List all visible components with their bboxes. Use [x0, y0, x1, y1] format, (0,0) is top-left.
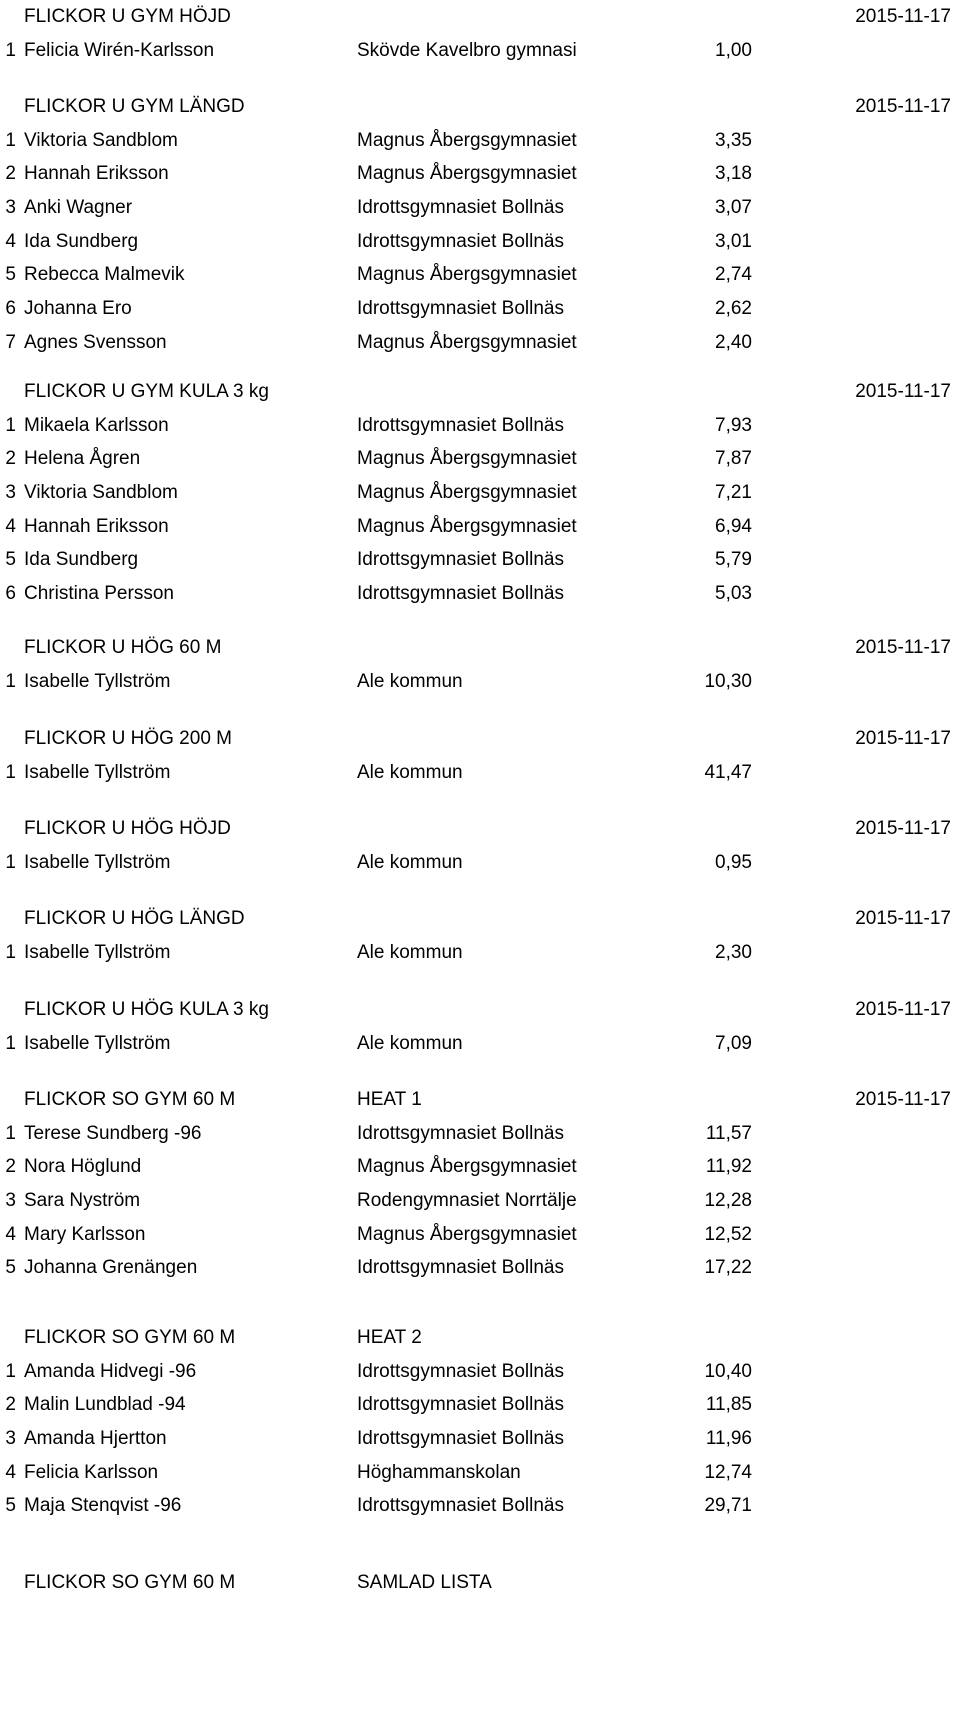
result-row — [0, 124, 960, 158]
result-section — [0, 1566, 960, 1600]
result-value: 17,22 — [704, 1257, 752, 1279]
event-title: FLICKOR U HÖG HÖJD — [24, 818, 231, 839]
result-row — [0, 157, 960, 191]
result-value: 10,40 — [704, 1360, 752, 1382]
result-row — [0, 1456, 960, 1490]
event-header — [0, 1083, 960, 1117]
athlete-name: Amanda Hjertton — [24, 1428, 167, 1450]
club-name: Idrottsgymnasiet Bollnäs — [357, 230, 564, 252]
club-name: Ale kommun — [357, 851, 463, 873]
placing: 6 — [5, 583, 16, 605]
result-row — [0, 1388, 960, 1422]
result-section — [0, 0, 960, 67]
club-name: Ale kommun — [357, 1032, 463, 1054]
club-name: Magnus Åbergsgymnasiet — [357, 448, 577, 470]
athlete-name: Isabelle Tyllström — [24, 1032, 171, 1054]
placing: 4 — [5, 1223, 16, 1245]
result-value: 3,01 — [715, 230, 752, 252]
placing: 2 — [5, 163, 16, 185]
placing: 1 — [5, 129, 16, 151]
event-date: 2015-11-17 — [855, 637, 951, 658]
placing: 1 — [5, 1122, 16, 1144]
event-title: FLICKOR U HÖG LÄNGD — [24, 908, 245, 929]
result-row — [0, 191, 960, 225]
result-section — [0, 812, 960, 879]
event-title: FLICKOR U GYM KULA 3 kg — [24, 381, 269, 402]
event-date: 2015-11-17 — [855, 6, 951, 27]
result-value: 2,74 — [715, 264, 752, 286]
result-row — [0, 34, 960, 68]
event-title: FLICKOR U GYM LÄNGD — [24, 96, 245, 117]
athlete-name: Felicia Wirén-Karlsson — [24, 39, 215, 61]
result-row — [0, 756, 960, 790]
event-title: FLICKOR U HÖG 60 M — [24, 637, 222, 658]
placing: 3 — [5, 1190, 16, 1212]
event-header — [0, 722, 960, 756]
result-value: 5,79 — [715, 549, 752, 571]
athlete-name: Mary Karlsson — [24, 1223, 146, 1245]
club-name: Rodengymnasiet Norrtälje — [357, 1190, 577, 1212]
placing: 2 — [5, 448, 16, 470]
heat-label: SAMLAD LISTA — [357, 1572, 492, 1593]
event-date: 2015-11-17 — [855, 381, 951, 402]
result-row — [0, 292, 960, 326]
placing: 5 — [5, 1257, 16, 1279]
result-value: 7,87 — [715, 448, 752, 470]
athlete-name: Isabelle Tyllström — [24, 670, 171, 692]
club-name: Magnus Åbergsgymnasiet — [357, 515, 577, 537]
placing: 4 — [5, 230, 16, 252]
athlete-name: Johanna Ero — [24, 298, 132, 320]
result-row — [0, 1117, 960, 1151]
event-header — [0, 631, 960, 665]
result-value: 11,85 — [705, 1394, 752, 1416]
result-section — [0, 902, 960, 969]
result-section — [0, 375, 960, 611]
result-value: 1,00 — [715, 39, 752, 61]
athlete-name: Mikaela Karlsson — [24, 414, 169, 436]
event-date: 2015-11-17 — [855, 728, 951, 749]
club-name: Höghammanskolan — [357, 1461, 521, 1483]
placing: 1 — [5, 761, 16, 783]
event-title: FLICKOR U HÖG KULA 3 kg — [24, 999, 269, 1020]
placing: 1 — [5, 1032, 16, 1054]
result-row — [0, 1184, 960, 1218]
event-title: FLICKOR U GYM HÖJD — [24, 6, 231, 27]
result-row — [0, 510, 960, 544]
athlete-name: Isabelle Tyllström — [24, 941, 171, 963]
athlete-name: Ida Sundberg — [24, 549, 139, 571]
result-section — [0, 993, 960, 1060]
result-row — [0, 543, 960, 577]
athlete-name: Helena Ågren — [24, 448, 141, 470]
placing: 3 — [5, 197, 16, 219]
event-header — [0, 993, 960, 1027]
placing: 5 — [5, 264, 16, 286]
heat-label: HEAT 1 — [357, 1089, 422, 1110]
athlete-name: Hannah Eriksson — [24, 163, 169, 185]
club-name: Idrottsgymnasiet Bollnäs — [357, 1428, 564, 1450]
result-value: 12,52 — [704, 1223, 752, 1245]
result-row — [0, 1251, 960, 1285]
result-value: 3,07 — [715, 197, 752, 219]
result-row — [0, 665, 960, 699]
athlete-name: Terese Sundberg -96 — [24, 1122, 202, 1144]
club-name: Ale kommun — [357, 941, 463, 963]
result-value: 10,30 — [704, 670, 752, 692]
result-section — [0, 722, 960, 789]
placing: 3 — [5, 1428, 16, 1450]
result-row — [0, 409, 960, 443]
result-row — [0, 577, 960, 611]
athlete-name: Johanna Grenängen — [24, 1257, 198, 1279]
club-name: Idrottsgymnasiet Bollnäs — [357, 197, 564, 219]
athlete-name: Viktoria Sandblom — [24, 129, 178, 151]
athlete-name: Viktoria Sandblom — [24, 482, 178, 504]
result-value: 11,96 — [705, 1428, 752, 1450]
placing: 6 — [5, 298, 16, 320]
athlete-name: Rebecca Malmevik — [24, 264, 185, 286]
event-title: FLICKOR SO GYM 60 M — [24, 1327, 236, 1348]
heat-label: HEAT 2 — [357, 1327, 422, 1348]
athlete-name: Christina Persson — [24, 583, 174, 605]
placing: 1 — [5, 941, 16, 963]
club-name: Ale kommun — [357, 761, 463, 783]
result-row — [0, 476, 960, 510]
athlete-name: Nora Höglund — [24, 1156, 142, 1178]
event-date: 2015-11-17 — [855, 96, 951, 117]
athlete-name: Malin Lundblad -94 — [24, 1394, 186, 1416]
result-value: 29,71 — [704, 1495, 752, 1517]
result-row — [0, 1489, 960, 1523]
event-date: 2015-11-17 — [855, 818, 951, 839]
club-name: Idrottsgymnasiet Bollnäs — [357, 1360, 564, 1382]
event-header — [0, 1321, 960, 1355]
event-header — [0, 902, 960, 936]
result-row — [0, 1422, 960, 1456]
club-name: Magnus Åbergsgymnasiet — [357, 129, 577, 151]
event-title: FLICKOR SO GYM 60 M — [24, 1572, 236, 1593]
result-value: 11,57 — [705, 1122, 752, 1144]
event-header — [0, 90, 960, 124]
result-value: 12,74 — [704, 1461, 752, 1483]
athlete-name: Maja Stenqvist -96 — [24, 1495, 182, 1517]
result-value: 3,35 — [715, 129, 752, 151]
athlete-name: Anki Wagner — [24, 197, 133, 219]
athlete-name: Amanda Hidvegi -96 — [24, 1360, 197, 1382]
placing: 1 — [5, 39, 16, 61]
result-value: 2,40 — [715, 331, 752, 353]
result-section — [0, 1321, 960, 1523]
result-section — [0, 1083, 960, 1285]
result-row — [0, 1355, 960, 1389]
result-value: 6,94 — [715, 515, 752, 537]
club-name: Idrottsgymnasiet Bollnäs — [357, 1394, 564, 1416]
result-section — [0, 90, 960, 360]
placing: 2 — [5, 1156, 16, 1178]
result-row — [0, 936, 960, 970]
athlete-name: Isabelle Tyllström — [24, 761, 171, 783]
result-row — [0, 1150, 960, 1184]
athlete-name: Hannah Eriksson — [24, 515, 169, 537]
club-name: Idrottsgymnasiet Bollnäs — [357, 583, 564, 605]
result-value: 7,21 — [715, 482, 752, 504]
event-date: 2015-11-17 — [855, 1089, 951, 1110]
result-section — [0, 631, 960, 698]
club-name: Idrottsgymnasiet Bollnäs — [357, 414, 564, 436]
club-name: Idrottsgymnasiet Bollnäs — [357, 1495, 564, 1517]
result-value: 2,62 — [715, 298, 752, 320]
club-name: Magnus Åbergsgymnasiet — [357, 1156, 577, 1178]
placing: 1 — [5, 1360, 16, 1382]
athlete-name: Isabelle Tyllström — [24, 851, 171, 873]
result-value: 7,09 — [715, 1032, 752, 1054]
athlete-name: Agnes Svensson — [24, 331, 167, 353]
placing: 4 — [5, 515, 16, 537]
club-name: Idrottsgymnasiet Bollnäs — [357, 1257, 564, 1279]
placing: 1 — [5, 670, 16, 692]
result-value: 11,92 — [705, 1156, 752, 1178]
event-header — [0, 0, 960, 34]
event-header — [0, 812, 960, 846]
placing: 5 — [5, 1495, 16, 1517]
club-name: Magnus Åbergsgymnasiet — [357, 331, 577, 353]
result-value: 0,95 — [715, 851, 752, 873]
club-name: Ale kommun — [357, 670, 463, 692]
result-value: 7,93 — [715, 414, 752, 436]
club-name: Skövde Kavelbro gymnasi — [357, 39, 577, 61]
event-title: FLICKOR SO GYM 60 M — [24, 1089, 236, 1110]
club-name: Magnus Åbergsgymnasiet — [357, 264, 577, 286]
result-row — [0, 258, 960, 292]
club-name: Idrottsgymnasiet Bollnäs — [357, 549, 564, 571]
club-name: Idrottsgymnasiet Bollnäs — [357, 298, 564, 320]
club-name: Magnus Åbergsgymnasiet — [357, 1223, 577, 1245]
placing: 4 — [5, 1461, 16, 1483]
result-value: 2,30 — [715, 941, 752, 963]
placing: 7 — [5, 331, 16, 353]
placing: 1 — [5, 414, 16, 436]
athlete-name: Ida Sundberg — [24, 230, 139, 252]
result-row — [0, 846, 960, 880]
event-title: FLICKOR U HÖG 200 M — [24, 728, 232, 749]
athlete-name: Sara Nyström — [24, 1190, 141, 1212]
result-row — [0, 442, 960, 476]
result-value: 12,28 — [704, 1190, 752, 1212]
event-date: 2015-11-17 — [855, 999, 951, 1020]
placing: 2 — [5, 1394, 16, 1416]
club-name: Magnus Åbergsgymnasiet — [357, 482, 577, 504]
placing: 3 — [5, 482, 16, 504]
club-name: Idrottsgymnasiet Bollnäs — [357, 1122, 564, 1144]
result-row — [0, 1027, 960, 1061]
event-date: 2015-11-17 — [855, 908, 951, 929]
result-value: 3,18 — [715, 163, 752, 185]
result-value: 41,47 — [704, 761, 752, 783]
event-header — [0, 375, 960, 409]
club-name: Magnus Åbergsgymnasiet — [357, 163, 577, 185]
result-value: 5,03 — [715, 583, 752, 605]
result-row — [0, 1218, 960, 1252]
athlete-name: Felicia Karlsson — [24, 1461, 159, 1483]
placing: 1 — [5, 851, 16, 873]
result-row — [0, 326, 960, 360]
result-row — [0, 225, 960, 259]
placing: 5 — [5, 549, 16, 571]
event-header — [0, 1566, 960, 1600]
